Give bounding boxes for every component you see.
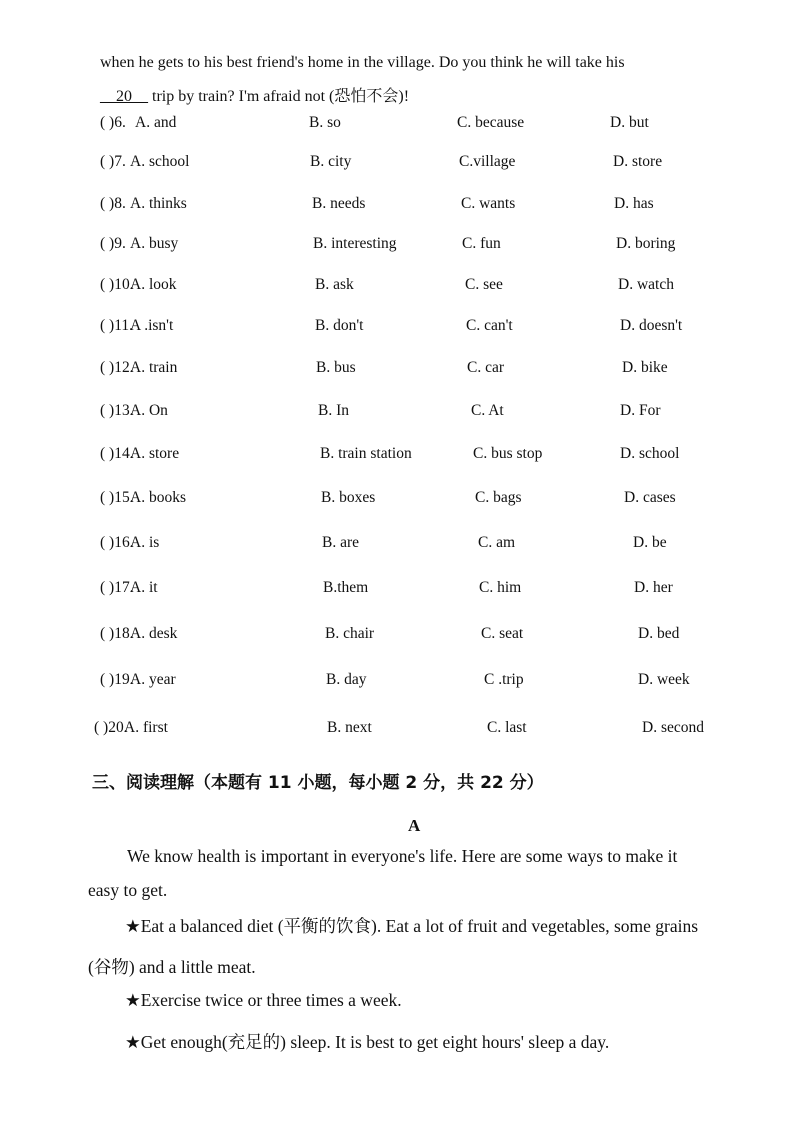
option-a: A. and [135,114,177,131]
option-b: B. so [309,114,341,131]
option-b: B. needs [312,195,366,212]
option-d: D. be [633,534,667,551]
question-number: ( )13. [100,402,134,419]
option-a: A. is [130,534,160,551]
passage-bullet-2: ★Exercise twice or three times a week. [125,990,402,1010]
option-d: D. cases [624,489,676,506]
option-c: C. am [478,534,516,551]
question-number: ( )18. [100,625,134,642]
option-b: B. next [327,719,372,736]
option-b: B. bus [316,359,356,376]
option-b: B. In [318,402,349,419]
option-c: C. can't [466,317,513,334]
passage-bullet-3: ★Get enough(充足的) sleep. It is best to get eight hours' sleep a day. [125,1032,610,1052]
question-number: ( )10. [100,276,134,293]
option-b: B. are [322,534,360,551]
intro-line-2 [100,83,409,106]
question-number: ( )17. [100,579,134,596]
question-row [0,235,794,259]
question-number: ( )14. [100,445,134,462]
option-c: C. him [479,579,522,596]
option-b: B. city [310,153,352,170]
option-b: B. chair [325,625,375,642]
option-d: D. bike [622,359,668,376]
option-a: A. year [130,671,176,688]
option-c: C. bags [475,489,522,506]
option-d: D. has [614,195,654,212]
option-c: C. car [467,359,505,376]
question-number: ( )7. [100,153,126,170]
question-number: ( )19. [100,671,134,688]
option-c: C. last [487,719,527,736]
option-c: C. see [465,276,503,293]
option-c: C. seat [481,625,524,642]
option-c: C.village [459,153,516,170]
question-number: ( )6. [100,114,126,131]
option-a: A. books [130,489,186,506]
question-number: ( )11. [100,317,133,334]
option-d: D. For [620,402,661,419]
blank-20: __20__ [100,88,148,105]
passage-bullet-1-line2: (谷物) and a little meat. [88,957,256,977]
question-number: ( )12. [100,359,134,376]
question-row [0,579,794,603]
option-d: D. doesn't [620,317,683,334]
passage-p1-line1: We know health is important in everyone's life. Here are some ways to make it [127,846,678,866]
option-b: B. don't [315,317,364,334]
option-d: D. her [634,579,673,596]
question-row [0,195,794,219]
intro-line-1: when he gets to his best friend's home in the village. Do you think he will take his [100,54,625,71]
option-c: C .trip [484,671,524,688]
option-d: D. second [642,719,704,736]
option-b: B. ask [315,276,354,293]
question-number: ( )8. [100,195,126,212]
option-c: C. because [457,114,525,131]
option-b: B. train station [320,445,412,462]
option-a: A. first [124,719,168,736]
option-a: A. train [130,359,178,376]
section-title: 三、阅读理解（本题有 11 小题，每小题 2 分，共 22 分） [92,773,544,793]
question-row [0,317,794,341]
question-row [0,534,794,558]
passage-label: A [408,816,421,835]
question-row [0,359,794,383]
option-b: B.them [323,579,369,596]
question-row [0,402,794,426]
option-a: A. busy [130,235,179,252]
passage-p1-line2: easy to get. [88,880,168,900]
question-row [0,276,794,300]
option-d: D. week [638,671,690,688]
option-a: A. On [130,402,168,419]
option-d: D. but [610,114,649,131]
passage-bullet-1-line1: ★Eat a balanced diet (平衡的饮食). Eat a lot of fruit and vegetables, some grains [125,916,699,936]
question-number: ( )20. [94,719,128,736]
intro-line-2-text: trip by train? I'm afraid not (恐怕不会)! [152,88,410,105]
option-b: B. day [326,671,367,688]
option-a: A. store [130,445,180,462]
option-c: C. bus stop [473,445,543,462]
option-d: D. school [620,445,680,462]
question-row [0,719,794,743]
question-number: ( )9. [100,235,126,252]
question-row [0,114,794,138]
option-c: C. fun [462,235,501,252]
question-row [0,445,794,469]
option-d: D. store [613,153,663,170]
option-a: A. it [130,579,158,596]
option-a: A. desk [130,625,178,642]
question-number: ( )16. [100,534,134,551]
option-d: D. bed [638,625,680,642]
option-b: B. interesting [313,235,397,252]
option-c: C. wants [461,195,516,212]
option-a: A. look [130,276,177,293]
option-d: D. boring [616,235,676,252]
question-row [0,671,794,695]
option-b: B. boxes [321,489,376,506]
option-c: C. At [471,402,504,419]
option-a: A .isn't [130,317,174,334]
question-row [0,625,794,649]
question-row [0,153,794,177]
option-d: D. watch [618,276,674,293]
question-number: ( )15. [100,489,134,506]
option-a: A. thinks [130,195,187,212]
question-row [0,489,794,513]
option-a: A. school [130,153,190,170]
